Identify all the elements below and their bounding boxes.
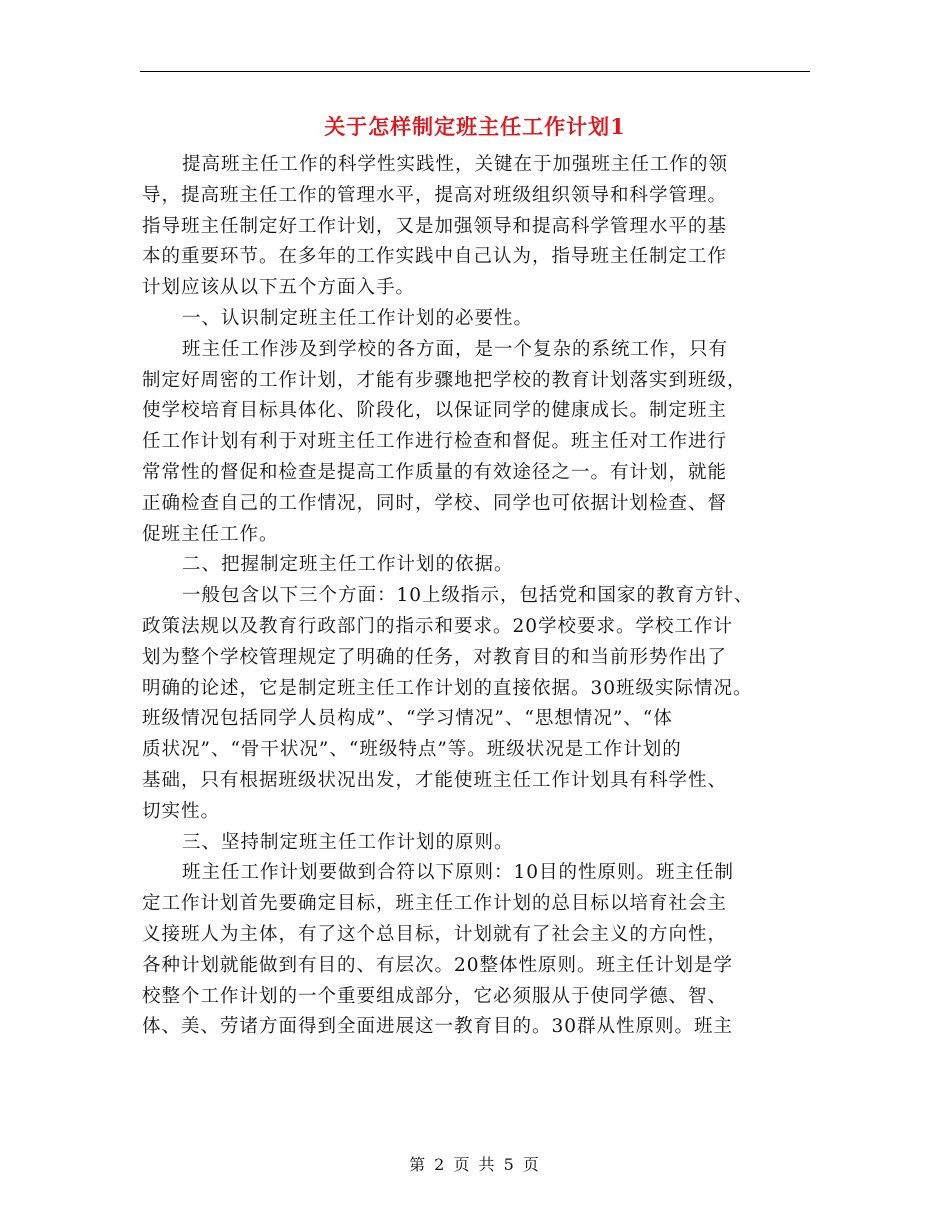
body-text-line: 指导班主任制定好工作计划，又是加强领导和提高科学管理水平的基: [142, 215, 728, 237]
body-text-line: 提高班主任工作的科学性实践性，关键在于加强班主任工作的领: [182, 154, 729, 175]
document-title: 关于怎样制定班主任工作计划1: [324, 114, 626, 139]
body-text-line: 使学校培育目标具体化、阶段化，以保证同学的健康成长。制定班主: [142, 400, 728, 422]
body-text-line: 导，提高班主任工作的管理水平，提高对班级组织领导和科学管理。: [142, 184, 728, 206]
body-text-line: 基础，只有根据班级状况出发，才能使班主任工作计划具有科学性、: [142, 769, 728, 791]
body-text-line: 任工作计划有利于对班主任工作进行检查和督促。班主任对工作进行: [142, 431, 728, 453]
body-text-line: 各种计划就能做到有目的、有层次。20整体性原则。班主任计划是学: [142, 954, 734, 976]
body-text-line: 本的重要环节。在多年的工作实践中自己认为，指导班主任制定工作: [142, 246, 728, 268]
body-text-line: 三、坚持制定班主任工作计划的原则。: [182, 831, 514, 853]
document-body: [142, 150, 814, 1043]
body-text-line: 义接班人为主体，有了这个总目标，计划就有了社会主义的方向性，: [142, 923, 728, 945]
body-text-line: 班级情况包括同学人员构成”、“学习情况”、“思想情况”、“体: [142, 708, 673, 730]
page-number-footer: 第 2 页 共 5 页: [409, 1155, 541, 1174]
header-rule: [140, 71, 810, 72]
body-text-line: 班主任工作涉及到学校的各方面，是一个复杂的系统工作，只有: [182, 338, 729, 360]
body-text-line: 常常性的督促和检查是提高工作质量的有效途径之一。有计划，就能: [142, 461, 728, 483]
body-text-line: 一、认识制定班主任工作计划的必要性。: [182, 307, 534, 329]
body-text-line: 二、把握制定班主任工作计划的依据。: [182, 554, 514, 576]
body-text-line: 体、美、劳诸方面得到全面进展这一教育目的。30群从性原则。班主: [142, 1016, 734, 1038]
body-text-line: 质状况”、“骨干状况”、“班级特点”等。班级状况是工作计划的: [142, 739, 682, 761]
body-text-line: 计划应该从以下五个方面入手。: [142, 277, 416, 299]
body-text-line: 制定好周密的工作计划，才能有步骤地把学校的教育计划落实到班级，: [142, 369, 747, 391]
body-text-line: 正确检查自己的工作情况，同时，学校、同学也可依据计划检查、督: [142, 492, 728, 514]
body-text-line: 划为整个学校管理规定了明确的任务，对教育目的和当前形势作出了: [142, 646, 728, 668]
body-text-line: 政策法规以及教育行政部门的指示和要求。20学校要求。学校工作计: [142, 615, 734, 637]
body-text-line: 一般包含以下三个方面：10上级指示，包括党和国家的教育方针、: [182, 585, 754, 607]
body-text-line: 校整个工作计划的一个重要组成部分，它必须服从于使同学德、智、: [142, 985, 728, 1007]
body-text-line: 班主任工作计划要做到合符以下原则：10目的性原则。班主任制: [182, 862, 735, 884]
body-text-line: 定工作计划首先要确定目标，班主任工作计划的总目标以培育社会主: [142, 893, 728, 915]
body-text-line: 明确的论述，它是制定班主任工作计划的直接依据。30班级实际情况。: [142, 677, 753, 699]
body-text-line: 促班主任工作。: [142, 523, 279, 545]
body-text-line: 切实性。: [142, 800, 221, 822]
